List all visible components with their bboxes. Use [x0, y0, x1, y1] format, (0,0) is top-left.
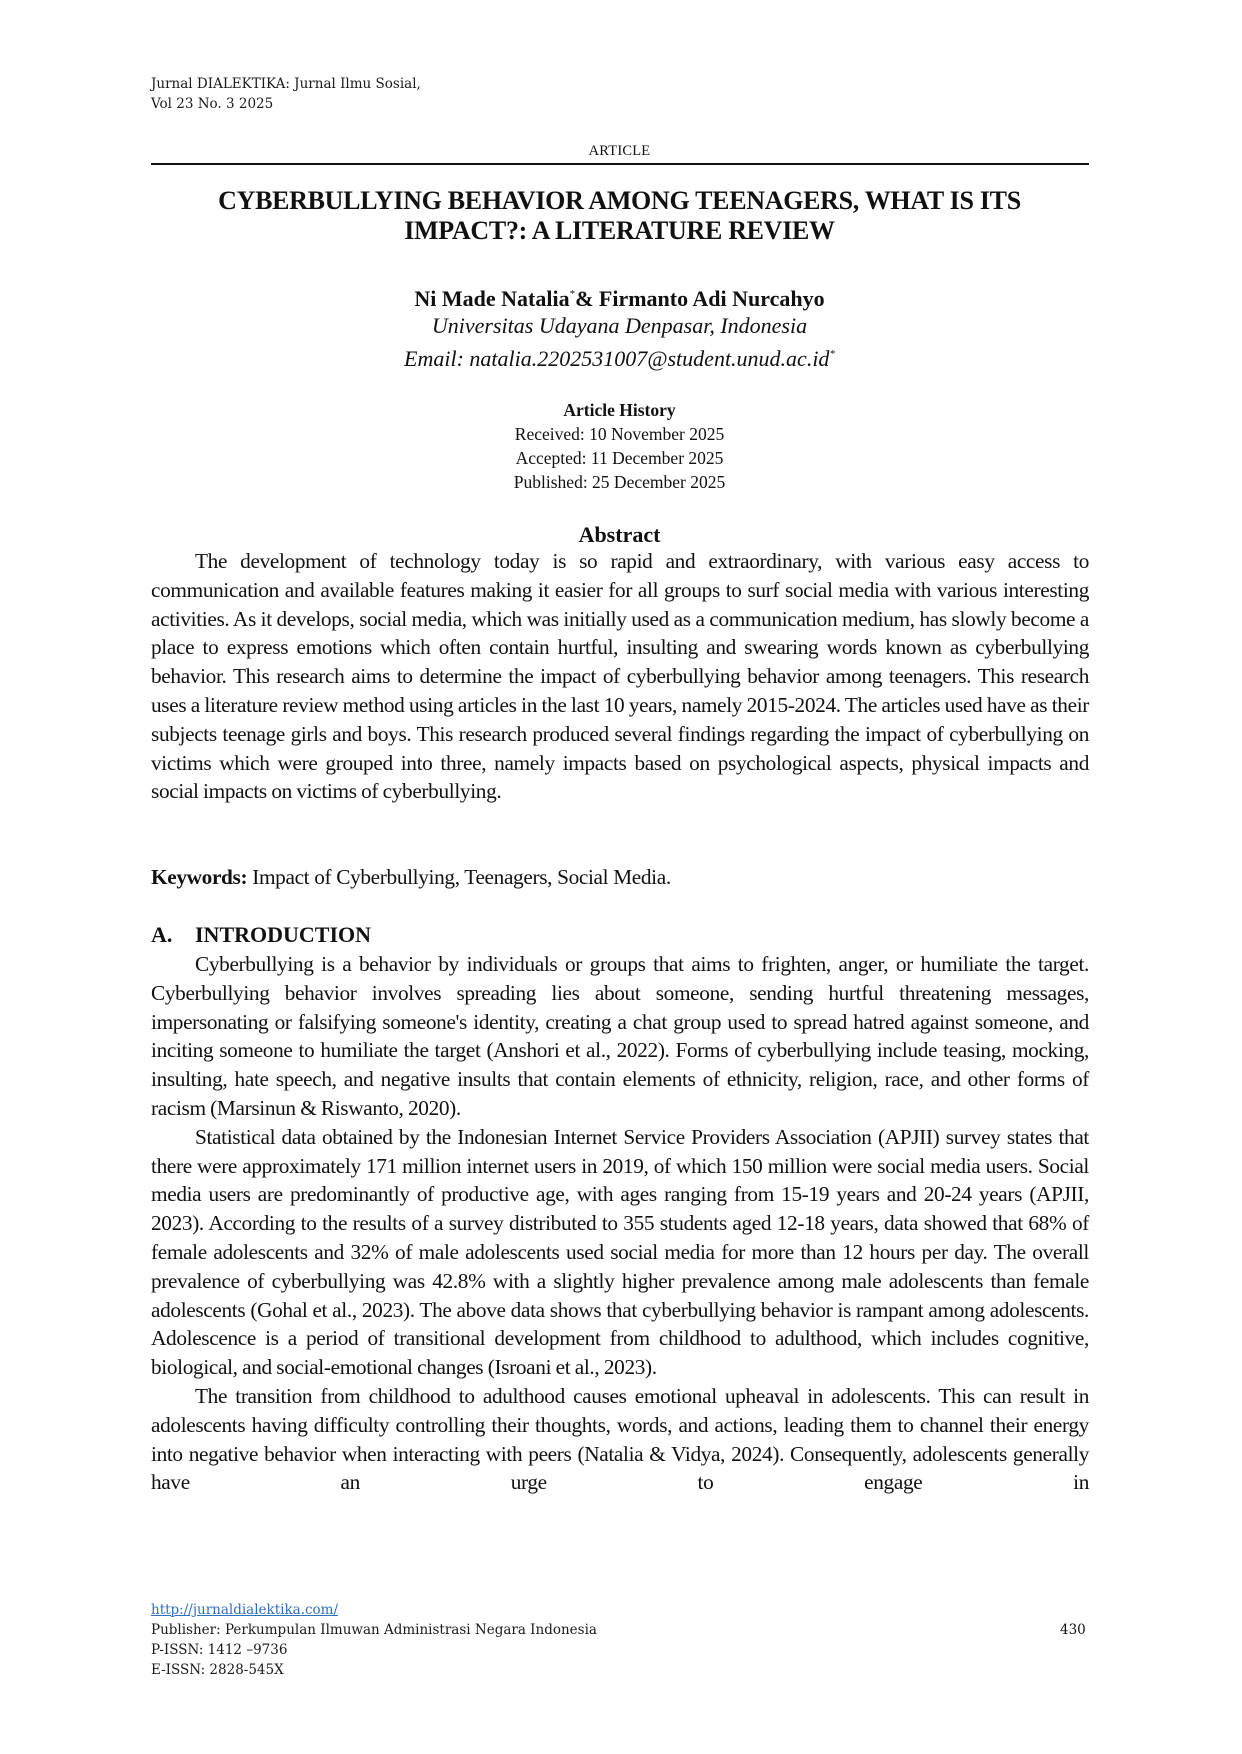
journal-name: Jurnal DIALEKTIKA: Jurnal Ilmu Sosial, — [151, 76, 421, 92]
header-divider — [151, 163, 1089, 165]
abstract-heading: Abstract — [578, 522, 661, 547]
second-author: Firmanto Adi Nurcahyo — [598, 286, 825, 311]
abstract-body — [151, 547, 1089, 806]
print-issn: P-ISSN: 1412 –9736 — [151, 1642, 288, 1658]
first-author: Ni Made Natalia — [414, 286, 570, 311]
keywords-label: Keywords: — [151, 865, 248, 889]
author-email-text[interactable]: Email: natalia.2202531007@student.unud.ac.id — [404, 346, 830, 371]
published-date: Published: 25 December 2025 — [513, 472, 726, 492]
section-title: INTRODUCTION — [195, 922, 372, 947]
corresponding-author-mark: * — [569, 288, 576, 300]
author-list — [151, 281, 1088, 312]
author-email — [151, 340, 1088, 373]
affiliation: Universitas Udayana Denpasar, Indonesia — [431, 313, 808, 338]
paper-title-line-1: CYBERBULLYING BEHAVIOR AMONG TEENAGERS, WHAT IS ITS — [218, 186, 1021, 215]
paper-title — [151, 186, 1088, 246]
section-number: A. — [151, 922, 173, 947]
electronic-issn: E-ISSN: 2828-545X — [151, 1662, 284, 1678]
body-paragraph: The transition from childhood to adulthood causes emotional upheaval in adolescents. This can result in adolescents having difficulty controlling their thoughts, words, and actions, leading them to channel their energy into negative behavior when interacting with peers (Natalia & Vidya, 2024). Consequently, adolescents generally have an urge to engage in — [151, 1383, 1089, 1495]
paper-title-line-2: IMPACT?: A LITERATURE REVIEW — [404, 216, 835, 245]
accepted-date: Accepted: 11 December 2025 — [515, 448, 724, 468]
body-paragraph: Cyberbullying is a behavior by individuals or groups that aims to frighten, anger, or humiliate the target. Cyberbullying behavior involves spreading lies about someone, sending hurtful threatening messages, impersonating or falsifying someone's identity, creating a chat group used to spread hatred against someone, and inciting someone to humiliate the target (Anshori et al., 2022). Forms of cyberbullying include teasing, mocking, insulting, hate speech, and negative insults that contain elements of ethnicity, religion, race, and other forms of racism (Marsinun & Riswanto, 2020). — [151, 952, 1089, 1120]
keywords-list: Impact of Cyberbullying, Teenagers, Social Media. — [247, 865, 671, 889]
affiliation-block — [151, 312, 1088, 373]
journal-website-link[interactable]: http://jurnaldialektika.com/ — [151, 1602, 339, 1618]
received-date: Received: 10 November 2025 — [514, 424, 725, 444]
abstract-paragraph: The development of technology today is so rapid and extraordinary, with various easy access to communication and available features making it easier for all groups to surf social media with various interesting activities. As it develops, social media, which was initially used as a communication medium, has slowly become a place to express emotions which often contain hurtful, insulting and swearing words known as cyberbullying behavior. This research aims to determine the impact of cyberbullying behavior among teenagers. This research uses a literature review method using articles in the last 10 years, namely 2015-2024. The articles used have as their subjects teenage girls and boys. This research produced several findings regarding the impact of cyberbullying on victims which were grouped into three, namely impacts based on psychological aspects, physical impacts and social impacts on victims of cyberbullying. — [151, 549, 1089, 804]
page-footer — [151, 1600, 597, 1680]
section-heading-introduction — [151, 921, 371, 949]
page-number: 430 — [1060, 1622, 1086, 1638]
introduction-body — [151, 950, 1089, 1497]
article-history-heading: Article History — [563, 400, 676, 420]
article-type-label: ARTICLE — [588, 143, 651, 159]
body-paragraph: Statistical data obtained by the Indonesian Internet Service Providers Association (APJII) survey states that there were approximately 171 million internet users in 2019, of which 150 million were social media users. Social media users are predominantly of productive age, with ages ranging from 15-19 years and 20-24 years (APJII, 2023). According to the results of a survey distributed to 355 students aged 12-18 years, data showed that 68% of female adolescents and 32% of male adolescents used social media for more than 12 hours per day. The overall prevalence of cyberbullying was 42.8% with a slightly higher prevalence among male adolescents than female adolescents (Gohal et al., 2023). The above data shows that cyberbullying behavior is rampant among adolescents. Adolescence is a period of transitional development from childhood to adulthood, which includes cognitive, biological, and social-emotional changes (Isroani et al., 2023). — [151, 1124, 1089, 1380]
publisher-info: Publisher: Perkumpulan Ilmuwan Administrasi Negara Indonesia — [151, 1622, 597, 1638]
keywords — [151, 863, 1089, 892]
running-header — [151, 74, 421, 114]
email-mark: * — [829, 348, 835, 360]
author-separator: & — [575, 286, 599, 311]
journal-volume: Vol 23 No. 3 2025 — [151, 96, 274, 112]
article-history — [151, 398, 1088, 494]
